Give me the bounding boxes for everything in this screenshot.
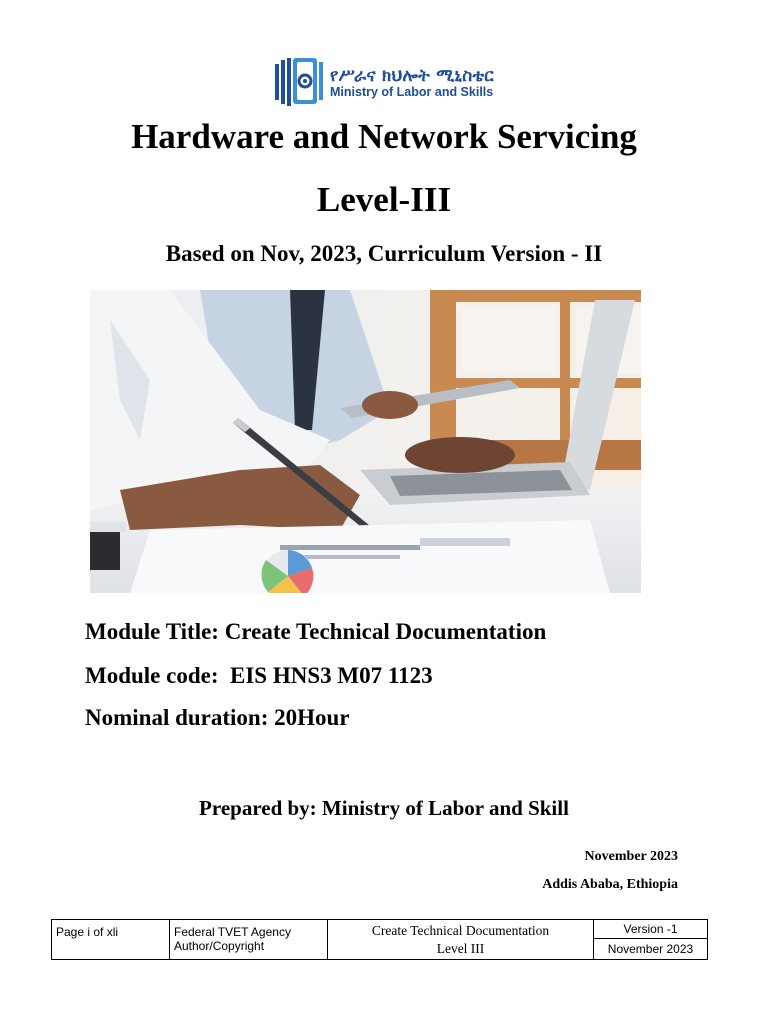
footer-agency-line1: Federal TVET Agency: [174, 925, 291, 939]
nominal-duration: Nominal duration: 20Hour: [85, 705, 350, 730]
curriculum-version: Based on Nov, 2023, Curriculum Version - II: [165, 241, 603, 266]
prepared-by: Prepared by: Ministry of Labor and Skill: [199, 796, 569, 820]
document-level: Level-III: [316, 180, 452, 219]
footer-page-number: Page i of xli: [56, 925, 119, 939]
footer-doc-title: Create Technical Documentation: [371, 923, 550, 938]
footer-doc-level: Level III: [436, 941, 485, 956]
ministry-logo: [272, 54, 496, 108]
footer-version: Version -1: [594, 920, 707, 939]
logo-english-text: Ministry of Labor and Skills: [330, 85, 494, 99]
footer-title-cell: [328, 920, 594, 959]
footer-version-date: November 2023: [607, 942, 694, 956]
publication-date: November 2023: [584, 849, 678, 864]
cover-photo: [90, 290, 641, 593]
footer-page-cell: [52, 920, 170, 959]
page-footer-table: [51, 919, 708, 960]
document-title: Hardware and Network Servicing: [131, 117, 637, 156]
module-title: Module Title: Create Technical Documentation: [85, 619, 547, 644]
footer-agency-cell: [170, 920, 328, 959]
footer-version-cell: [594, 920, 707, 959]
ministry-logo-mark: [272, 54, 328, 108]
footer-agency-line2: Author/Copyright: [174, 939, 265, 953]
publication-location: Addis Ababa, Ethiopia: [542, 877, 678, 892]
logo-amharic-text: የሥራና ክህሎት ሚኒስቴር: [330, 66, 494, 86]
module-code: Module code: EIS HNS3 M07 1123: [85, 663, 433, 688]
footer-agency: [174, 925, 291, 953]
